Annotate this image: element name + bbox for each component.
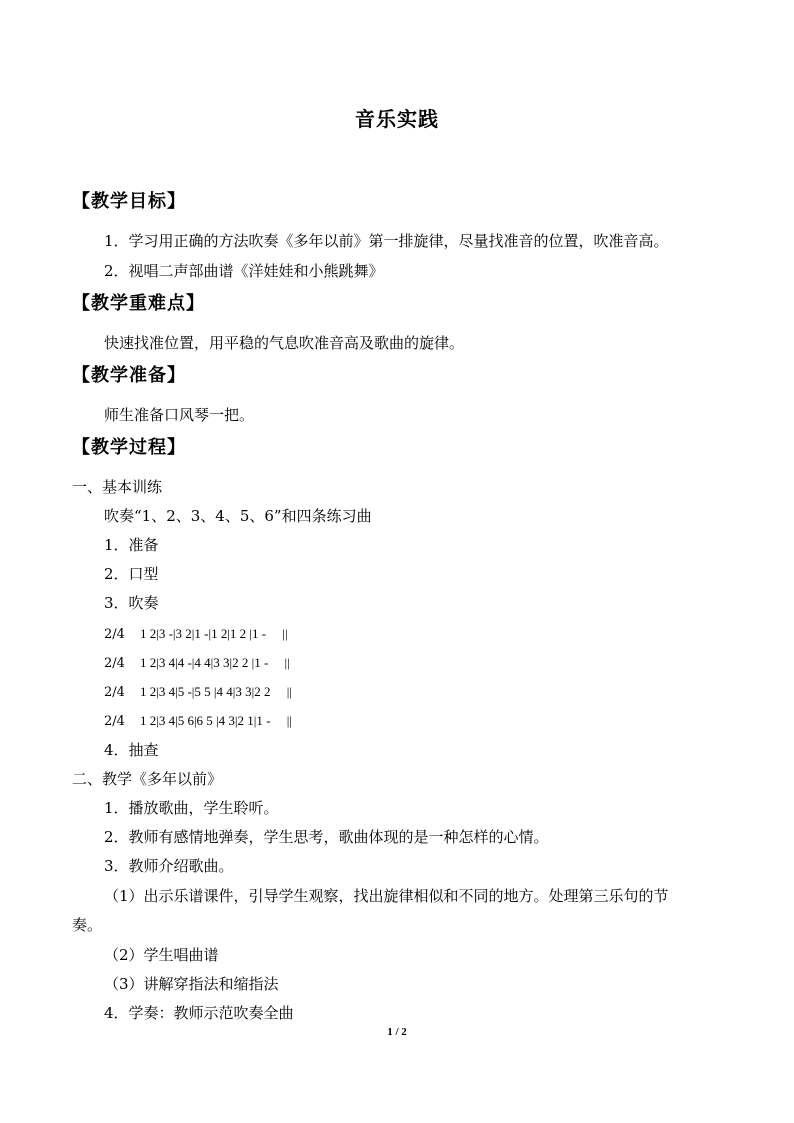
part2-substep: （1）出示乐谱课件，引导学生观察，找出旋律相似和不同的地方。处理第三乐句的节 bbox=[104, 887, 669, 905]
part1-title: 一、基本训练 bbox=[72, 478, 163, 496]
exercise-meter: 2/4 bbox=[104, 714, 125, 729]
exercise-notes: 1 2|3 4|5 -|5 5 |4 4|3 3|2 2 || bbox=[140, 684, 292, 699]
process-heading: 【教学过程】 bbox=[72, 437, 186, 458]
part2-step: 4．学奏：教师示范吹奏全曲 bbox=[104, 1004, 294, 1022]
exercise-notes: 1 2|3 4|4 -|4 4|3 3|2 2 |1 - || bbox=[140, 655, 290, 670]
key-points-text: 快速找准位置，用平稳的气息吹准音高及歌曲的旋律。 bbox=[104, 334, 465, 352]
page-title: 音乐实践 bbox=[355, 107, 439, 131]
part1-step: 1．准备 bbox=[104, 536, 159, 554]
part1-intro: 吹奏“1、2、3、4、5、6”和四条练习曲 bbox=[104, 507, 372, 525]
goal-item: 1．学习用正确的方法吹奏《多年以前》第一排旋律，尽量找准音的位置，吹准音高。 bbox=[104, 232, 669, 250]
exercise-meter: 2/4 bbox=[104, 656, 125, 671]
exercise-notes: 1 2|3 4|5 6|6 5 |4 3|2 1|1 - || bbox=[140, 713, 292, 728]
part2-step: 3．教师介绍歌曲。 bbox=[104, 857, 234, 875]
goals-heading: 【教学目标】 bbox=[72, 191, 186, 212]
exercise-row bbox=[104, 711, 292, 732]
part2-substep: （2）学生唱曲谱 bbox=[104, 946, 219, 964]
part1-step: 3．吹奏 bbox=[104, 594, 159, 612]
exercise-meter: 2/4 bbox=[104, 685, 125, 700]
part2-substep: （3）讲解穿指法和缩指法 bbox=[104, 975, 279, 993]
part2-substep-continued: 奏。 bbox=[72, 916, 103, 934]
exercise-row bbox=[104, 653, 290, 674]
exercise-meter: 2/4 bbox=[104, 627, 125, 642]
part2-title: 二、教学《多年以前》 bbox=[72, 770, 223, 788]
page-number: 1 / 2 bbox=[387, 1026, 407, 1038]
part2-step: 2．教师有感情地弹奏，学生思考，歌曲体现的是一种怎样的心情。 bbox=[104, 828, 549, 846]
exercise-notes: 1 2|3 -|3 2|1 -|1 2|1 2 |1 - || bbox=[140, 626, 288, 641]
part1-step: 4．抽查 bbox=[104, 741, 159, 759]
part2-step: 1．播放歌曲，学生聆听。 bbox=[104, 799, 279, 817]
preparation-heading: 【教学准备】 bbox=[72, 365, 186, 386]
part1-step: 2．口型 bbox=[104, 565, 159, 583]
key-points-heading: 【教学重难点】 bbox=[72, 293, 205, 314]
goal-item: 2．视唱二声部曲谱《洋娃娃和小熊跳舞》 bbox=[104, 262, 384, 280]
exercise-row bbox=[104, 682, 292, 703]
preparation-text: 师生准备口风琴一把。 bbox=[104, 406, 255, 424]
exercise-row bbox=[104, 624, 288, 645]
